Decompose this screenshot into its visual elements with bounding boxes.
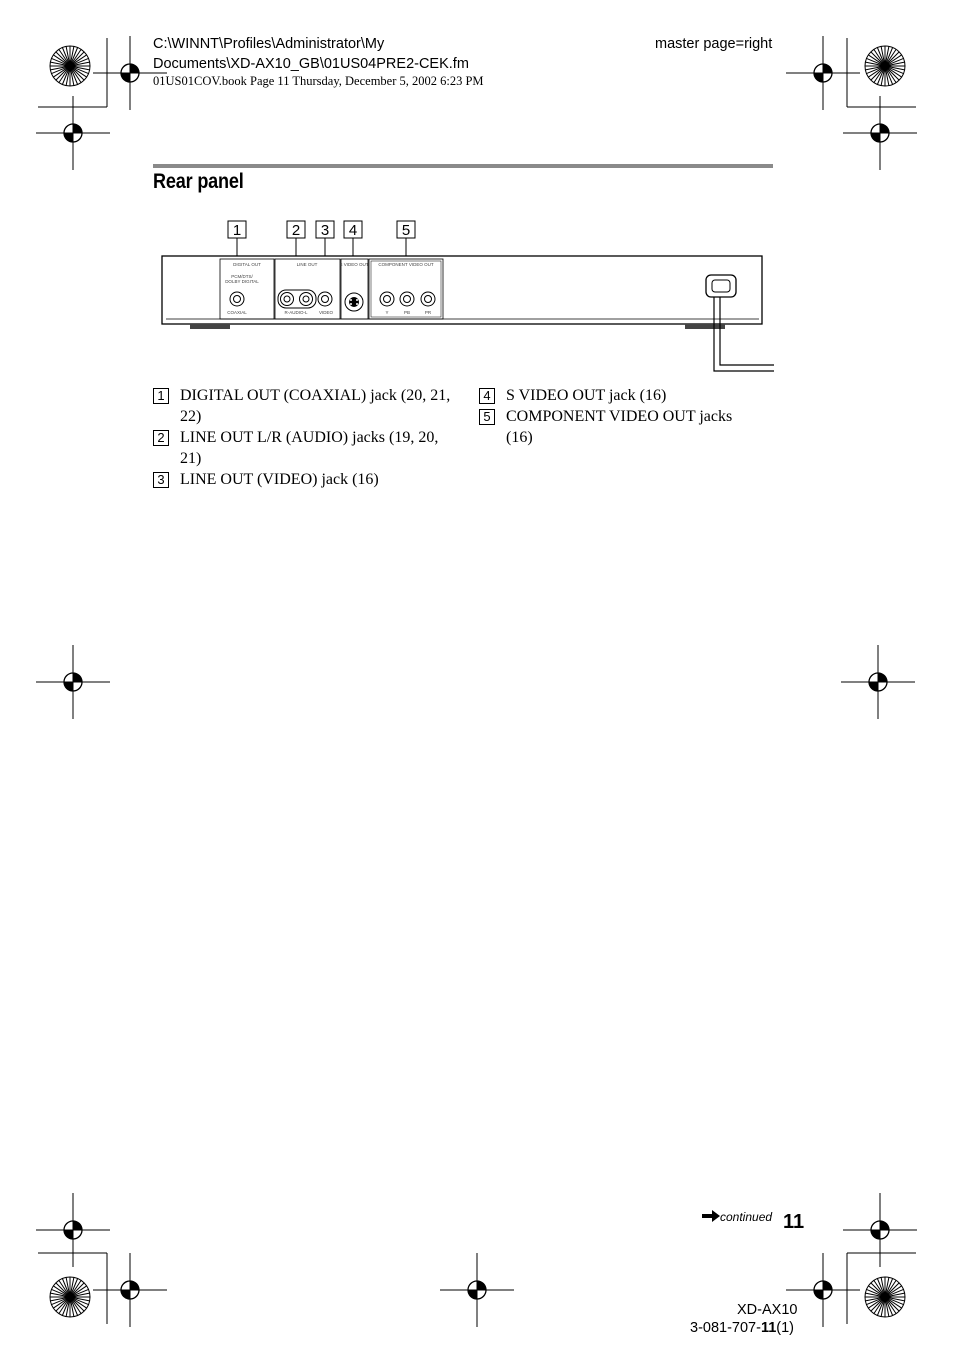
continued-arrow-icon (702, 1210, 720, 1222)
svg-text:PR: PR (424, 310, 432, 315)
page-number: 11 (783, 1211, 805, 1233)
svg-text:5: 5 (401, 222, 411, 239)
svg-text:S VIDEO OUT: S VIDEO OUT (339, 262, 369, 267)
legend-item-2 (153, 427, 452, 469)
component-jacks (380, 292, 435, 306)
part-number (690, 1319, 794, 1337)
legend-item-5 (479, 406, 758, 448)
model-number: XD-AX10 (737, 1302, 798, 1318)
section-rule (153, 164, 773, 168)
legend-text: COMPONENT VIDEO OUT jacks (16) (506, 408, 733, 446)
legend-text: DIGITAL OUT (COAXIAL) jack (20, 21, 22) (180, 387, 451, 425)
legend-text: S VIDEO OUT jack (16) (506, 387, 667, 404)
svg-text:DIGITAL OUT: DIGITAL OUT (233, 262, 261, 267)
legend-item-4 (479, 385, 778, 406)
svg-text:COAXIAL: COAXIAL (227, 310, 247, 315)
legend-number: 5 (479, 409, 495, 425)
continued-label: continued (720, 1210, 773, 1224)
legend-text: LINE OUT L/R (AUDIO) jacks (19, 20, 21) (180, 429, 439, 467)
part-number-bold: 11 (760, 1320, 777, 1336)
video-jack (318, 292, 332, 306)
coaxial-jack (230, 292, 244, 306)
legend-number: 3 (153, 472, 169, 488)
svg-text:4: 4 (348, 222, 358, 239)
svg-text:1: 1 (232, 222, 242, 239)
legend-text: LINE OUT (VIDEO) jack (16) (180, 471, 379, 488)
section-title: Rear panel (153, 170, 244, 193)
svg-text:PCM/DTS/: PCM/DTS/ (231, 274, 253, 279)
svg-text:3: 3 (320, 222, 330, 239)
legend-number: 4 (479, 388, 495, 404)
audio-jacks (278, 290, 316, 308)
callout-5 (397, 221, 415, 259)
s-video-jack (345, 293, 363, 311)
file-path: C:\WINNT\Profiles\Administrator\My Documents\XD-AX10_GB\01US04PRE2-CEK.fm (153, 36, 469, 72)
svg-text:COMPONENT VIDEO OUT: COMPONENT VIDEO OUT (378, 262, 434, 267)
legend-number: 2 (153, 430, 169, 446)
svg-text:LINE OUT: LINE OUT (296, 262, 318, 267)
legend-item-1 (153, 385, 452, 427)
legend-item-3 (153, 469, 452, 490)
book-info-line: 01US01COV.book Page 11 Thursday, December 5, 2002 6:23 PM (153, 74, 484, 88)
master-page-label: master page=right (655, 36, 773, 52)
svg-text:2: 2 (291, 222, 301, 239)
svg-text:VIDEO: VIDEO (318, 310, 334, 315)
svg-text:Y: Y (385, 310, 389, 315)
svg-text:R-AUDIO-L: R-AUDIO-L (284, 310, 308, 315)
part-number-suffix: (1) (776, 1320, 795, 1336)
part-number-prefix: 3-081-707- (690, 1320, 761, 1336)
rear-panel-diagram (150, 215, 780, 380)
svg-text:DOLBY DIGITAL: DOLBY DIGITAL (225, 279, 259, 284)
legend-number: 1 (153, 388, 169, 404)
svg-text:PB: PB (403, 310, 411, 315)
